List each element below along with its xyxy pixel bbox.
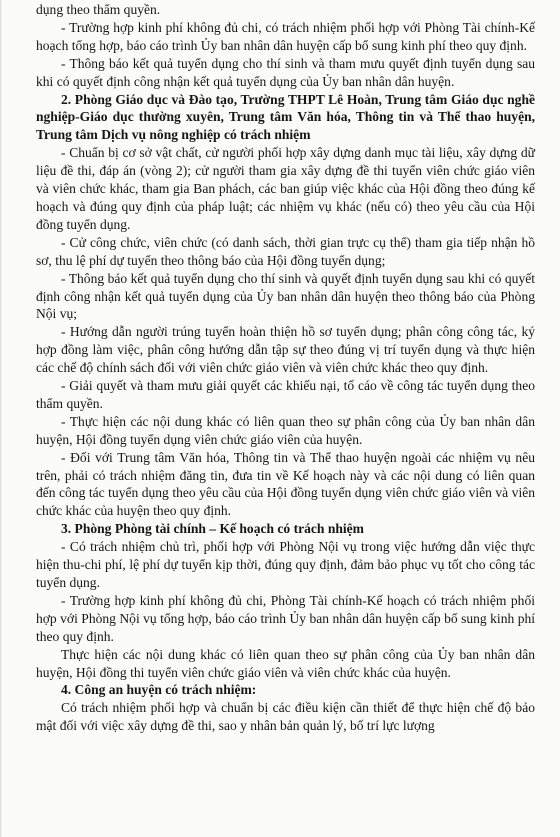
paragraph-complaints: - Giải quyết và tham mưu giải quyết các khiếu nại, tố cáo về công tác tuyển dụng theo thẩm quyền. <box>36 378 535 411</box>
paragraph-announce-results: - Thông báo kết quả tuyển dụng cho thí sinh và tham mưu quyết định tuyển dụng sau khi có quyết định công nhận kết quả tuyển dụng của Ủy ban nhân dân huyện. <box>36 55 535 89</box>
paragraph-continuation: dụng theo thẩm quyền. <box>36 2 161 17</box>
paragraph-culture-center: - Đối với Trung tâm Văn hóa, Thông tin và Thể thao huyện ngoài các nhiệm vụ nêu trên, phải có trách nhiệm đăng tin, đưa tin về Kế hoạch này và các nội dung có liên quan đến công tác tuyển dụng theo yêu cầu của Hội đồng tuyển dụng viên chức giáo viên và viên chức khác của huyện theo quy định. <box>36 449 535 519</box>
paragraph-fee-collection: - Có trách nhiệm chủ trì, phối hợp với Phòng Nội vụ trong việc hướng dẫn việc thực hiện thu-chi phí, lệ phí dự tuyển kịp thời, đúng quy định, đảm bảo phục vụ tốt cho công tác tuyển dụng. <box>36 539 535 590</box>
paragraph-guide-recruits: - Hướng dẫn người trúng tuyển hoàn thiện hồ sơ tuyển dụng; phân công công tác, ký hợp đồng làm việc, phân công hướng dẫn tập sự theo đúng vị trí tuyển dụng và thực hiện các chế độ chính sách đối với viên chức giáo viên và viên chức khác theo quy định. <box>36 324 535 376</box>
paragraph-finance-other: Thực hiện các nội dung khác có liên quan theo sự phân công của Ủy ban nhân dân huyện, Hội đồng thi tuyển viên chức giáo viên và viên chức khác của huyện. <box>36 646 535 680</box>
paragraph-finance-shortfall: - Trường hợp kinh phí không đủ chi, Phòng Tài chính-Kế hoạch có trách nhiệm phối hợp với Phòng Nội vụ tổng hợp, báo cáo trình Ủy ban nhân dân huyện cấp bổ sung kinh phí theo quy định. <box>36 592 535 644</box>
scan-edge <box>0 0 2 837</box>
heading-section-2: 2. Phòng Giáo dục và Đào tạo, Trường THPT Lê Hoàn, Trung tâm Giáo dục nghề nghiệp-Giáo dục thường xuyên, Trung tâm Văn hóa, Thông tin và Thể thao huyện, Trung tâm Dịch vụ nông nghiệp có trách nhiệm <box>36 91 535 143</box>
paragraph-notify-candidates: - Thông báo kết quả tuyển dụng cho thí sinh và quyết định tuyển dụng sau khi có quyết định công nhận kết quả tuyển dụng của Ủy ban nhân dân huyện theo thông báo của Phòng Nội vụ; <box>36 270 535 322</box>
heading-section-3: 3. Phòng Phòng tài chính – Kế hoạch có trách nhiệm <box>61 521 364 537</box>
paragraph-other-tasks: - Thực hiện các nội dung khác có liên quan theo sự phân công của Ủy ban nhân dân huyện, Hội đồng tuyển dụng viên chức giáo viên của huyện. <box>36 413 535 447</box>
paragraph-staff-assignment: - Cử công chức, viên chức (có danh sách, thời gian trực cụ thể) tham gia tiếp nhận hồ sơ, thu lệ phí dự tuyển theo thông báo của Hội đồng tuyển dụng; <box>36 234 535 268</box>
paragraph-facilities: - Chuẩn bị cơ sở vật chất, cử người phối hợp xây dựng danh mục tài liệu, xây dựng dữ liệu đề thi, đáp án (vòng 2); cử người tham gia xây dựng đề thi tuyển viên chức giáo viên và viên chức khác, tham gia Ban phách, các ban giúp việc khác của Hội đồng theo đúng kế hoạch và đúng quy định của pháp luật; các nhiệm vụ khác (nếu có) theo yêu cầu của Hội đồng tuyển dụng. <box>36 145 535 232</box>
heading-section-4: 4. Công an huyện có trách nhiệm: <box>61 682 257 698</box>
paragraph-police: Có trách nhiệm phối hợp và chuẩn bị các điều kiện cần thiết để thực hiện chế độ bảo mật đối với việc xây dựng đề thi, sao y nhân bản quản lý, bố trí lực lượng <box>36 700 535 734</box>
paragraph-funding-shortfall: - Trường hợp kinh phí không đủ chi, có trách nhiệm phối hợp với Phòng Tài chính-Kế hoạch tổng hợp, báo cáo trình Ủy ban nhân dân huyện cấp bổ sung kinh phí theo quy định. <box>36 19 535 53</box>
